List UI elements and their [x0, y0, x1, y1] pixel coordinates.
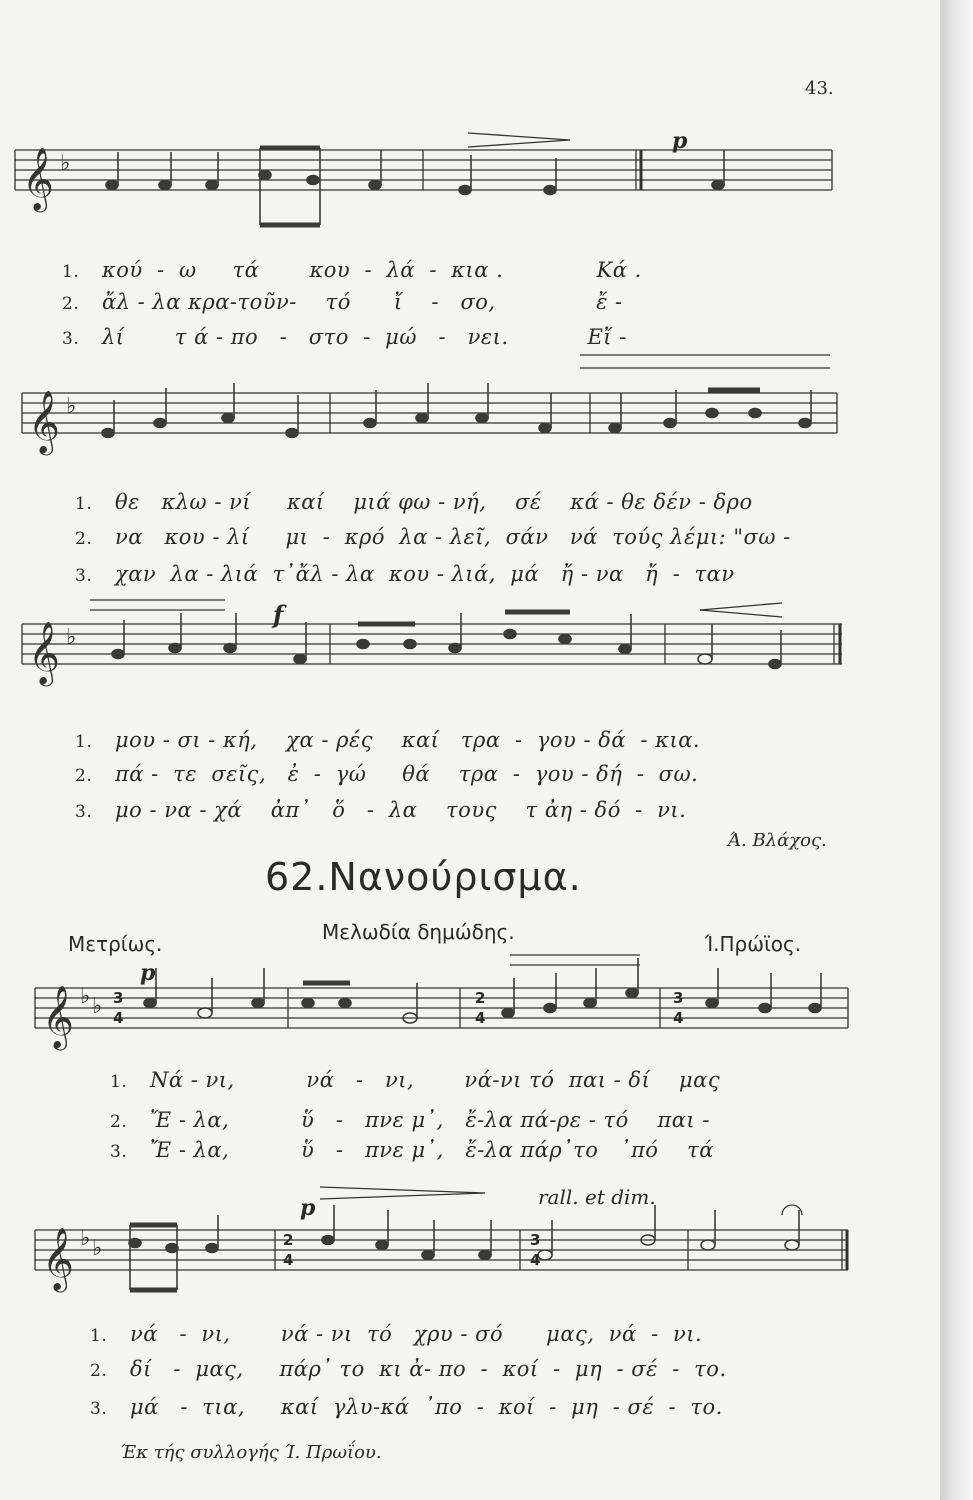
svg-text:𝄞: 𝄞: [42, 985, 74, 1048]
lyric-line: 2. να κου - λί μι - κρό λα - λεῖ, σάν νά τούς λέμι: "σω -: [75, 525, 791, 549]
svg-text:♭: ♭: [80, 984, 91, 1009]
lyric-line: 1. μου - σι - κή, χα - ρές καί τρα - γου - δά - κια.: [75, 728, 701, 752]
tempo-marking: Μετρίως.: [68, 932, 163, 956]
svg-text:♭: ♭: [80, 1226, 91, 1251]
composer: Ί.Πρώϊος.: [705, 932, 802, 956]
song-title: 62.Νανούρισμα.: [265, 855, 582, 899]
svg-text:♭: ♭: [66, 625, 77, 650]
lyric-line: 1. Νά - νι, νά - νι, νά-νι τό παι - δί μας: [110, 1068, 721, 1092]
page-number: 43.: [805, 78, 834, 99]
dynamic-p-2: p: [140, 960, 156, 986]
lyric-line: 2. πά - τε σεῖς, ἐ - γώ θά τρα - γου - δή - σω.: [75, 762, 699, 786]
page-edge: [940, 0, 973, 1500]
dynamic-f: f: [273, 600, 284, 629]
lyric-line: 3. μά - τια, καί γλυ-κά ᾽πο - κοί - μη - σέ - το.: [90, 1395, 723, 1419]
previous-song-attribution: Ά. Βλάχος.: [728, 830, 827, 851]
lyric-line: 2. δί - μας, πάρ᾽ το κι ἀ- πο - κοί - μη - σέ - το.: [90, 1357, 727, 1381]
lyric-line: 1. νά - νι, νά - νι τό χρυ - σό μας, νά - νι.: [90, 1322, 703, 1346]
svg-text:♭: ♭: [60, 151, 71, 176]
subtitle: Μελωδία δημώδης.: [322, 920, 515, 944]
svg-text:♭: ♭: [92, 994, 103, 1019]
source-note: Έκ τής συλλογής Ί. Πρωΐου.: [120, 1442, 382, 1463]
time-signature-2: 2 4: [475, 989, 486, 1027]
lyric-line: 1. θε κλω - νί καί μιά φω - νή, σέ κά - θε δέν - δρο: [75, 490, 753, 514]
staff-2: [22, 355, 837, 433]
svg-text:𝄞: 𝄞: [22, 147, 54, 210]
staff-5: [35, 1187, 848, 1270]
svg-text:𝄞: 𝄞: [28, 621, 60, 684]
dynamic-p-3: p: [300, 1195, 316, 1221]
svg-text:𝄞: 𝄞: [42, 1227, 74, 1290]
lyric-line: 3. λί τ ά - πο - στο - μώ - νει. Εἴ -: [62, 325, 627, 349]
lyric-line: 3. μο - να - χά ἀπ᾽ ὅ - λα τους τ ἀη - δό - νι.: [75, 798, 687, 822]
time-signature-3: 3 4: [673, 989, 684, 1027]
staff-3: [22, 600, 842, 664]
time-signature-1: 3 4: [113, 989, 124, 1027]
lyric-line: 3. Ἔ - λα, ὕ - πνε μ᾽, ἔ-λα πάρ᾽το ᾽πό τά: [110, 1138, 714, 1162]
svg-text:♭: ♭: [92, 1236, 103, 1261]
lyric-line: 3. χαν λα - λιά τ᾽ἄλ - λα κου - λιά, μά ἤ - να ἤ - ταν: [75, 562, 735, 586]
staff-4: [35, 955, 848, 1028]
time-signature-5: 3 4: [530, 1231, 541, 1269]
lyric-line: 2. ἄλ - λα κρα-τοῦν- τό ἴ - σο, ἔ -: [62, 290, 623, 314]
lyric-line: 2. Ἔ - λα, ὕ - πνε μ᾽, ἔ-λα πά-ρε - τό παι -: [110, 1108, 710, 1132]
svg-text:𝄞: 𝄞: [28, 390, 60, 453]
dynamic-p-1: p: [672, 128, 688, 154]
rall-marking: rall. et dim.: [538, 1185, 656, 1209]
svg-text:♭: ♭: [66, 394, 77, 419]
time-signature-4: 2 4: [283, 1231, 294, 1269]
clefs: [22, 147, 102, 1293]
staff-1: [15, 133, 832, 190]
lyric-line: 1. κού - ω τά κου - λά - κια . Κά .: [62, 258, 642, 282]
